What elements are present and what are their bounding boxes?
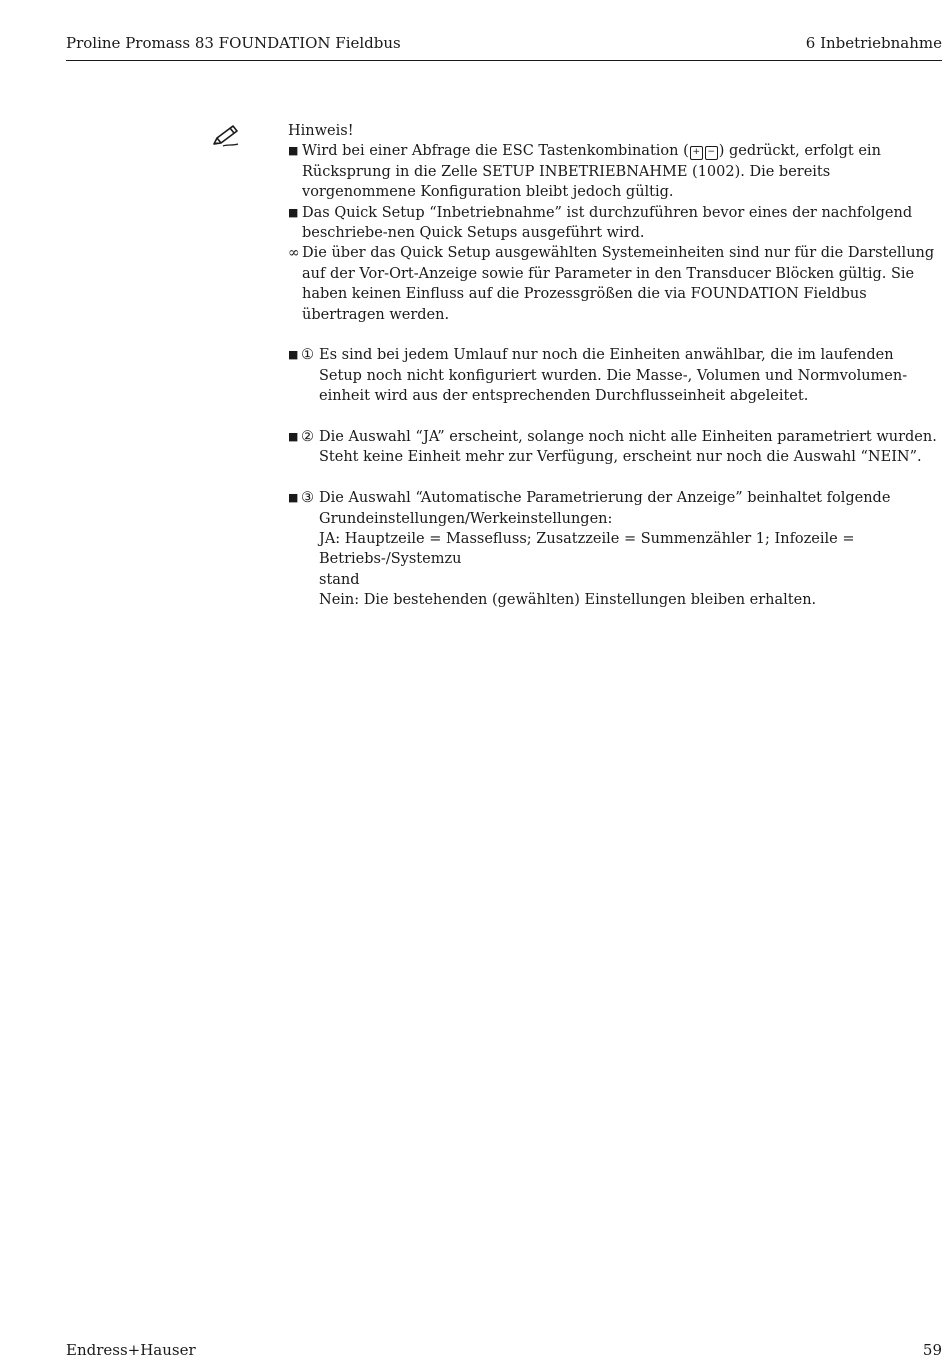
note-title: Hinweis! [288,123,354,139]
numbered-item-3-line: JA: Hauptzeile = Massefluss; Zusatzzeile = Summenzähler 1; Infozeile = Betriebs-/Systemzu [319,531,855,568]
circled-number-1: ① [301,347,314,364]
note-item-quick-setup [288,203,943,244]
infinity-bullet-icon: ∞ [288,245,300,262]
pencil-note-icon [210,120,244,150]
document-title: Proline Promass 83 FOUNDATION Fieldbus [66,34,401,52]
note-item-esc-after: ) gedrückt, erfolgt ein Rücksprung in die Zelle SETUP INBETRIEBNAHME (1002). Die bereits vorgenommene Konfiguration bleibt jedoch gültig. [302,143,881,201]
note-item-esc-before: Wird bei einer Abfrage die ESC Tastenkombination ( [302,143,689,160]
numbered-item-2 [288,427,943,468]
note-item-esc [288,141,943,202]
page-number: 59 [922,1341,942,1359]
chapter-title: 6 Inbetriebnahme [805,34,942,52]
numbered-item-1-line: Es sind bei jedem Umlauf nur noch die Einheiten anwählbar, die im laufenden [319,347,894,364]
minus-key-icon: − [705,146,718,160]
numbered-item-3-line: stand [319,571,360,588]
plus-key-icon: + [690,146,703,160]
circled-number-3: ③ [301,490,314,507]
company-name: Endress+Hauser [66,1341,196,1359]
note-item-system-units-text: Die über das Quick Setup ausgewählten Systemeinheiten sind nur für die Darstellung auf der Vor-Ort-Anzeige sowie für Parameter in den Transducer Blöcken gültig. Sie haben keinen Einfluss auf die Prozessgrößen die via FOUNDATION Fieldbus übertragen werden. [302,245,935,323]
numbered-item-3 [288,488,943,610]
square-bullet-icon: ■ [288,430,299,444]
numbered-item-1-line: einheit wird aus der entsprechenden Durchflusseinheit abgeleitet. [319,388,809,405]
numbered-item-2-line: Die Auswahl “JA” erscheint, solange noch nicht alle Einheiten parametriert wurden. [319,429,937,446]
numbered-item-1 [288,345,943,406]
numbered-item-3-line: Grundeinstellungen/Werkeinstellungen: [319,510,613,527]
page-header [66,30,942,61]
numbered-item-2-line: Steht keine Einheit mehr zur Verfügung, erscheint nur noch die Auswahl “NEIN”. [319,449,922,466]
square-bullet-icon: ■ [288,491,299,505]
square-bullet-icon: ■ [288,144,299,158]
numbered-item-1-line: Setup noch nicht konfiguriert wurden. Die Masse-, Volumen und Normvolumen- [319,367,908,384]
note-content [288,121,943,611]
numbered-item-3-line: Nein: Die bestehenden (gewählten) Einstellungen bleiben erhalten. [319,592,817,609]
circled-number-2: ② [301,429,314,446]
square-bullet-icon: ■ [288,348,299,362]
square-bullet-icon: ■ [288,205,299,219]
note-item-system-units [288,243,943,325]
note-item-quick-setup-text: Das Quick Setup “Inbetriebnahme” ist durchzuführen bevor eines der nachfolgend beschriebe-nen Quick Setups ausgeführt wird. [302,204,913,242]
numbered-item-3-line: Die Auswahl “Automatische Parametrierung der Anzeige” beinhaltet folgende [319,490,891,507]
